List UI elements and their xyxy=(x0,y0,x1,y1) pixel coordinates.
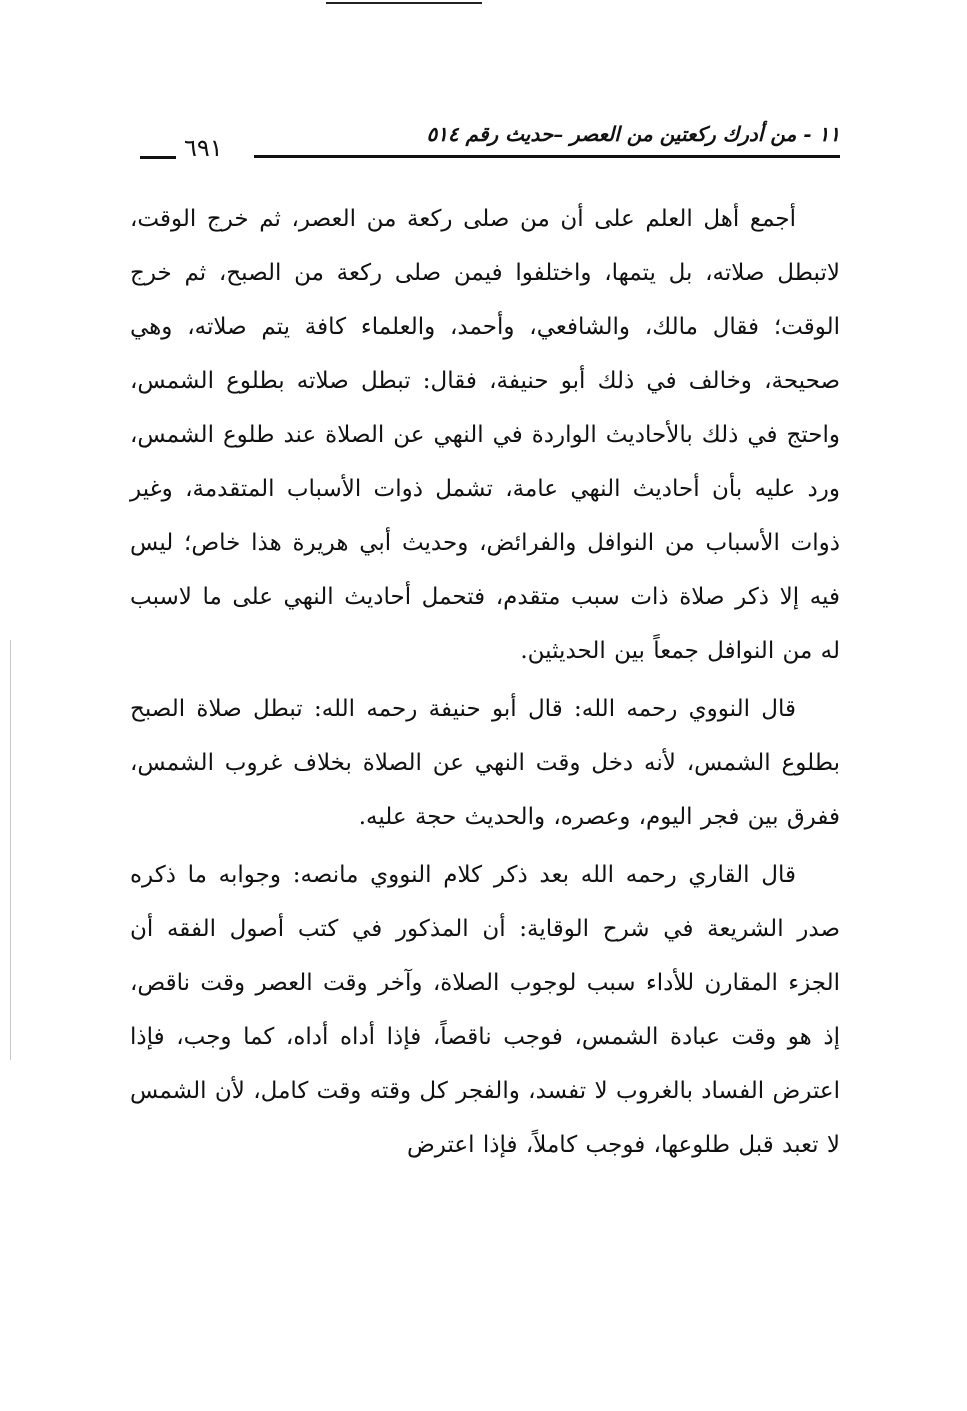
paragraph-1: أجمع أهل العلم على أن من صلى ركعة من العصر، ثم خرج الوقت، لاتبطل صلاته، بل يتمها، واختلفوا فيمن صلى ركعة من الصبح، ثم خرج الوقت؛ فقال مالك، والشافعي، وأحمد، والعلماء كافة يتم صلاته، وهي صحيحة، وخالف في ذلك أبو حنيفة، فقال: تبطل صلاته بطلوع الشمس، واحتج في ذلك بالأحاديث الواردة في النهي عن الصلاة عند طلوع الشمس، ورد عليه بأن أحاديث النهي عامة، تشمل ذوات الأسباب المتقدمة، وغير ذوات الأسباب من النوافل والفرائض، وحديث أبي هريرة هذا خاص؛ ليس فيه إلا ذكر صلاة ذات سبب متقدم، فتحمل أحاديث النهي على ما لاسبب له من النوافل جمعاً بين الحديثين. xyxy=(130,206,840,664)
page-body xyxy=(130,192,840,1172)
scan-edge-mark xyxy=(10,640,11,1060)
header-rule xyxy=(254,155,840,158)
page-number: ٦٩١ xyxy=(184,134,223,162)
running-title: ١١ - من أدرك ركعتين من العصر –حديث رقم ٥١٤ xyxy=(426,122,840,146)
header-dash xyxy=(140,156,176,159)
paragraph-2: قال النووي رحمه الله: قال أبو حنيفة رحمه الله: تبطل صلاة الصبح بطلوع الشمس، لأنه دخل وقت النهي عن الصلاة بخلاف غروب الشمس، ففرق بين فجر اليوم، وعصره، والحديث حجة عليه. xyxy=(130,696,840,830)
scan-top-line xyxy=(326,2,482,4)
paragraph-3: قال القاري رحمه الله بعد ذكر كلام النووي مانصه: وجوابه ما ذكره صدر الشريعة في شرح الوقاية: أن المذكور في كتب أصول الفقه أن الجزء المقارن للأداء سبب لوجوب الصلاة، وآخر وقت العصر وقت ناقص، إذ هو وقت عبادة الشمس، فوجب ناقصاً، فإذا أداه أداه، كما وجب، فإذا اعترض الفساد بالغروب لا تفسد، والفجر كل وقته وقت كامل، لأن الشمس لا تعبد قبل طلوعها، فوجب كاملاً، فإذا اعترض xyxy=(130,862,840,1158)
page-header xyxy=(140,122,840,172)
